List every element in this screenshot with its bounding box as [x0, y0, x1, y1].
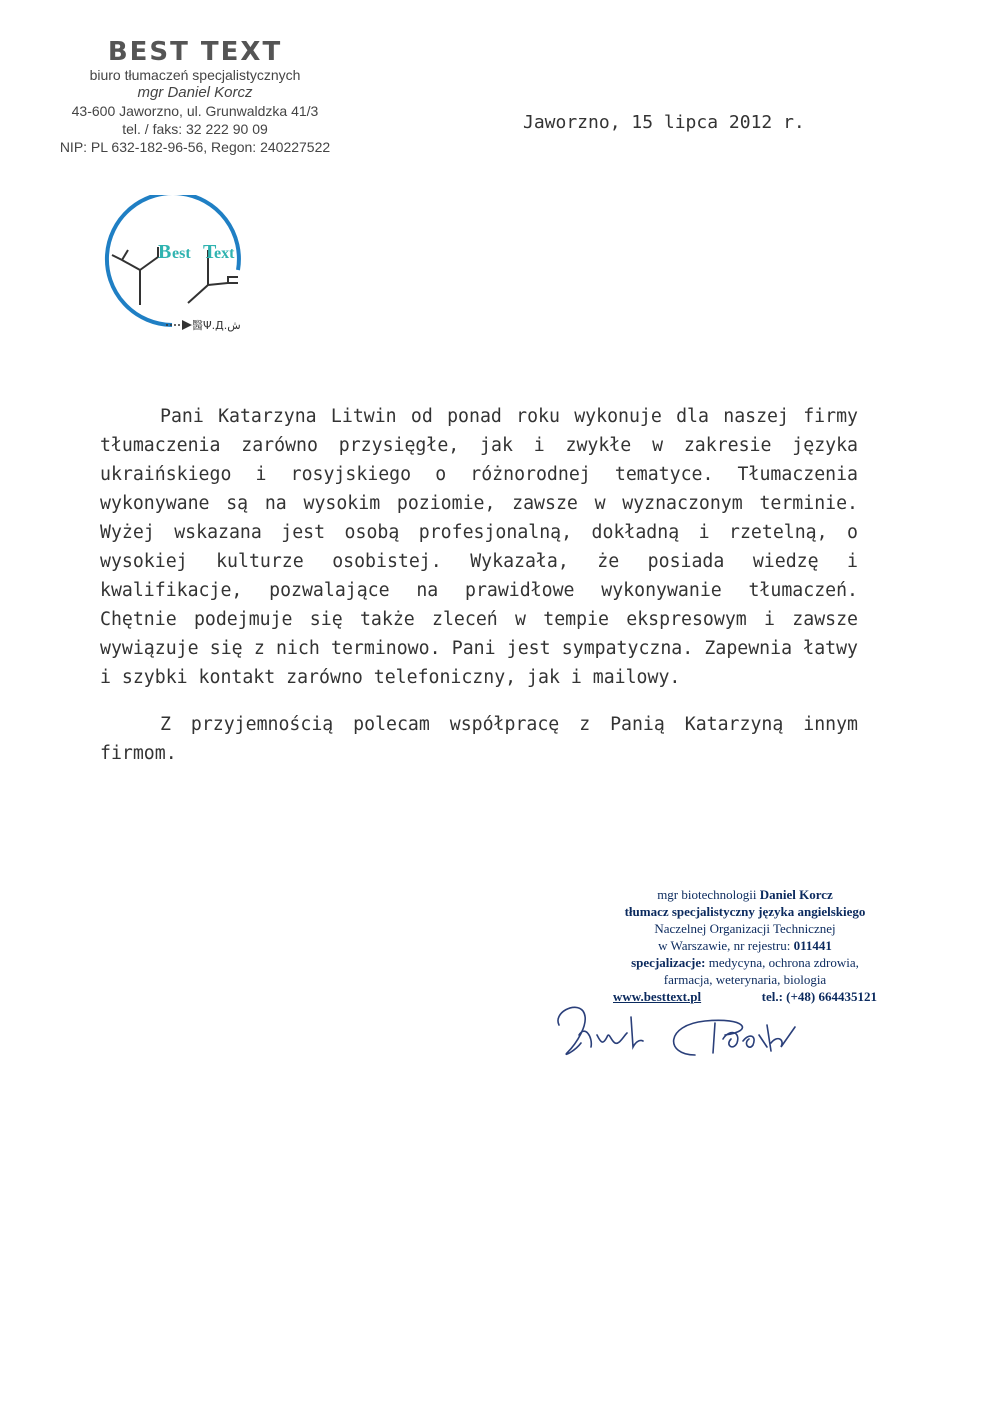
stamp-line-4 [605, 937, 885, 954]
stamp-name: Daniel Korcz [759, 887, 833, 902]
logo-letter-t: T [203, 241, 217, 263]
company-owner: mgr Daniel Korcz [137, 84, 253, 101]
translator-stamp [605, 886, 885, 1005]
letter-body [100, 402, 858, 768]
body-paragraph-2: Z przyjemnością polecam współpracę z Panią Katarzyną innym firmom. [100, 714, 858, 764]
company-ids: NIP: PL 632-182-96-56, Regon: 240227522 [59, 139, 331, 155]
stamp-line-1 [605, 886, 885, 903]
signature-last-name [674, 1020, 795, 1055]
stamp-registry-number: 011441 [793, 938, 832, 953]
signature-first-name [558, 1007, 643, 1054]
logo-letter-b: B [158, 241, 172, 263]
stamp-title: mgr biotechnologii [657, 887, 757, 902]
stamp-specializations: medycyna, ochrona zdrowia, [708, 955, 859, 970]
logo-text-ext: ext [214, 245, 235, 262]
handwritten-signature [545, 995, 805, 1075]
logo-arrow-icon [182, 320, 192, 330]
stamp-line-6: farmacja, weterynaria, biologia [663, 972, 827, 987]
body-paragraph-1: Pani Katarzyna Litwin od ponad roku wykonuje dla naszej firmy tłumaczenia zarówno przysięgłe, jak i zwykłe w zakresie języka ukraińskiego i rosyjskiego o różnorodnej tematyce. Tłumaczenia wykonywane są na wysokim poziomie, zawsze w wyznaczonym terminie. Wyżej wskazana jest osobą profesjonalną, dokładną i rzetelną, o wysokiej kulturze osobistej. Wykazała, że posiada wiedzę i kwalifikacje, pozwalające na prawidłowe wykonywanie tłumaczeń. Chętnie podejmuje się także zleceń w tempie ekspresowym i zawsze wywiązuje się z nich terminowo. Pani jest sympatyczna. Zapewnia łatwy i szybki kontakt zarówno telefoniczny, jak i mailowy. [100, 406, 858, 688]
best-text-logo [100, 195, 260, 345]
stamp-line-5 [605, 954, 885, 971]
company-phone: tel. / faks: 32 222 90 09 [122, 121, 268, 137]
stamp-website-link[interactable]: www.besttext.pl [613, 989, 702, 1004]
logo-glyphs: 醫Ψ.Д.ش [192, 319, 241, 332]
stamp-line-3: Naczelnej Organizacji Technicznej [654, 921, 836, 936]
stamp-registry-label: w Warszawie, nr rejestru: [658, 938, 791, 953]
company-name: BEST TEXT [107, 37, 283, 67]
stamp-specializations-label: specjalizacje: [631, 955, 706, 970]
stamp-phone: tel.: (+48) 664435121 [761, 989, 877, 1004]
stamp-line-2: tłumacz specjalistyczny języka angielskiego [624, 904, 866, 919]
company-tagline: biuro tłumaczeń specjalistycznych [89, 67, 301, 83]
company-address: 43-600 Jaworzno, ul. Grunwaldzka 41/3 [71, 103, 319, 119]
logo-text-est: est [172, 245, 191, 262]
letter-date: Jaworzno, 15 lipca 2012 r. [523, 112, 805, 133]
letterhead-stamp [50, 38, 340, 156]
